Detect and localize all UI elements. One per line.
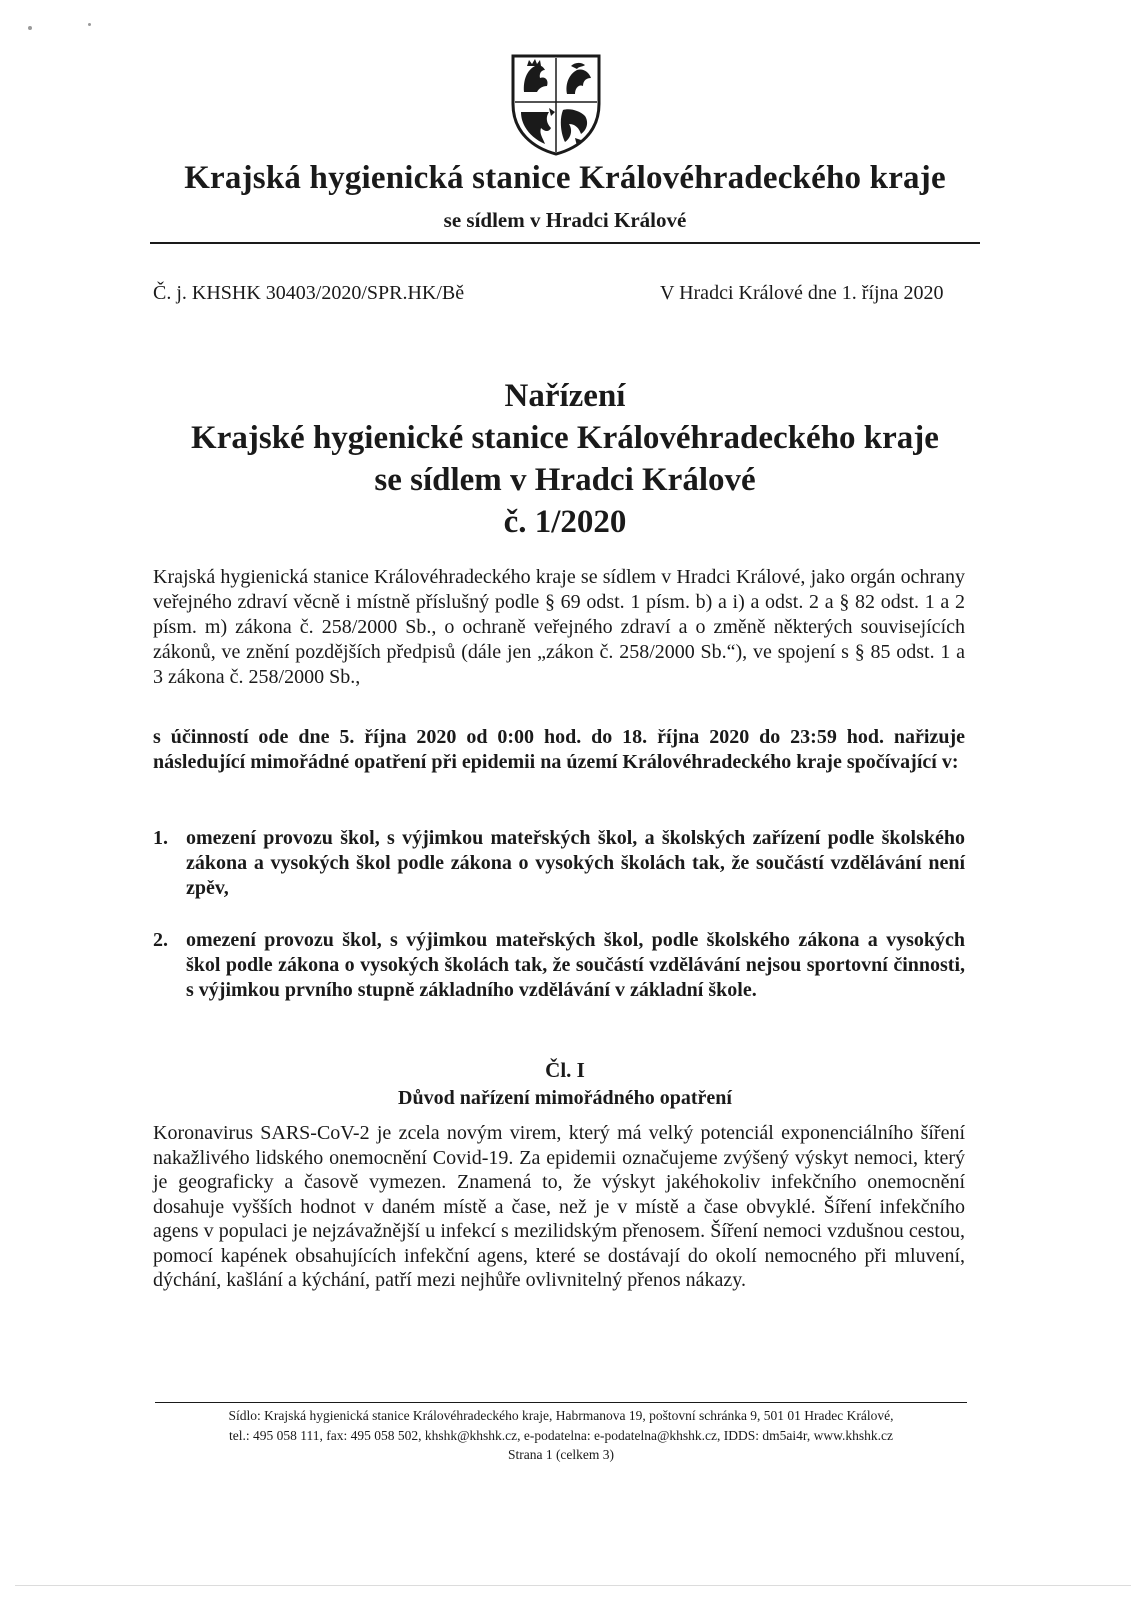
decree-title-line: Nařízení [504, 378, 626, 414]
footer-contacts: tel.: 495 058 111, fax: 495 058 502, khshk@khshk.cz, e-podatelna: e-podatelna@khshk.cz, IDDS: dm5ai4r, www.khshk.cz [229, 1427, 893, 1443]
czech-coat-of-arms-icon [509, 52, 603, 156]
list-item-number: 1. [153, 827, 168, 849]
list-item-number: 2. [153, 929, 168, 951]
list-item [153, 826, 965, 901]
scan-speck [88, 23, 91, 26]
intro-paragraph: Krajská hygienická stanice Královéhradeckého kraje se sídlem v Hradci Králové, jako orgán ochrany veřejného zdraví věcně i místně příslušný podle § 69 odst. 1 písm. b) a i) a odst. 2 a § 82 odst. 1 a 2 písm. m) zákona č. 258/2000 Sb., o ochraně veřejného zdraví a o změně některých souvisejících zákonů, ve znění pozdějších předpisů (dále jen „zákon č. 258/2000 Sb.“), ve spojení s § 85 odst. 1 a 3 zákona č. 258/2000 Sb., [153, 566, 965, 688]
article-number: Čl. I [545, 1058, 585, 1082]
document-date: V Hradci Králové dne 1. října 2020 [660, 282, 944, 304]
footer-address: Sídlo: Krajská hygienická stanice Královéhradeckého kraje, Habrmanova 19, poštovní schránka 9, 501 01 Hradec Králové, [228, 1408, 894, 1423]
organization-title: Krajská hygienická stanice Královéhradeckého kraje [184, 160, 946, 196]
article-title: Důvod nařízení mimořádného opatření [398, 1087, 732, 1109]
scan-edge [15, 1585, 1131, 1586]
footer-divider [155, 1402, 967, 1403]
decree-title-line: se sídlem v Hradci Králové [374, 462, 756, 498]
decree-title-line: Krajské hygienické stanice Královéhradeckého kraje [191, 420, 939, 456]
list-item [153, 928, 965, 1003]
list-item-text: omezení provozu škol, s výjimkou mateřských škol, a školských zařízení podle školského zákona a vysokých škol podle zákona o vysokých školách tak, že součástí vzdělávání není zpěv, [186, 827, 965, 899]
page-number: Strana 1 (celkem 3) [507, 1447, 615, 1462]
footer [155, 1406, 967, 1465]
order-paragraph: s účinností ode dne 5. října 2020 od 0:00 hod. do 18. října 2020 do 23:59 hod. nařizuje následující mimořádné opatření při epidemii na území Královéhradeckého kraje spočívající v: [153, 726, 965, 773]
article-body: Koronavirus SARS-CoV-2 je zcela novým virem, který má velký potenciál exponenciálního šíření nakažlivého lidského onemocnění Covid-19. Za epidemii označujeme zvýšený výskyt nemoci, který je geograficky a časově vymezen. Znamená to, že výskyt jakéhokoliv infekčního onemocnění dosahuje vyšších hodnot v daném místě a čase, než je v místě a čase obvyklé. Šíření infekčního agens v populaci je nejzávažnější u infekcí s mezilidským přenosem. Šíření nemoci vzdušnou cestou, pomocí kapének obsahujících infekční agens, které se dostávají do okolí nemocného při mluvení, dýchání, kašlání a kýchání, patří mezi nejhůře ovlivnitelný přenos nákazy. [153, 1122, 965, 1291]
list-item-text: omezení provozu škol, s výjimkou mateřských škol, podle školského zákona a vysokých škol podle zákona o vysokých školách tak, že součástí vzdělávání nejsou sportovní činnosti, s výjimkou prvního stupně základního vzdělávání v základní škole. [186, 929, 965, 1001]
organization-subtitle: se sídlem v Hradci Králové [443, 208, 687, 232]
header-divider [150, 242, 980, 244]
scan-speck [28, 26, 32, 30]
decree-title-line: č. 1/2020 [503, 504, 627, 540]
decree-title [150, 375, 980, 543]
reference-number: Č. j. KHSHK 30403/2020/SPR.HK/Bě [153, 282, 465, 304]
